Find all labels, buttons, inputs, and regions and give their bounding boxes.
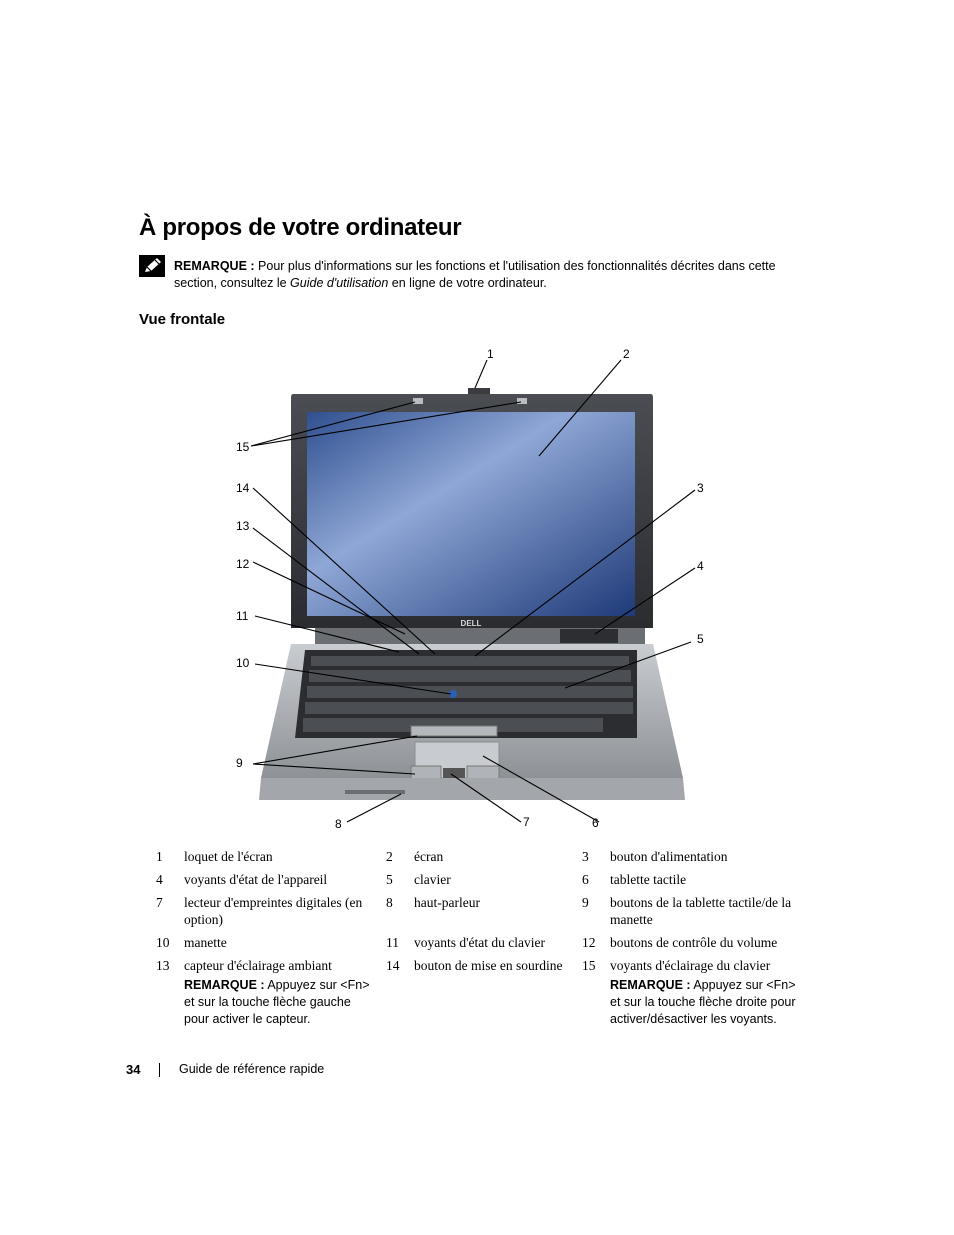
status-light-panel <box>560 629 618 643</box>
remark-text: Appuyez sur <Fn> et sur la touche flèche droite pour activer/désactiver les voyants. <box>610 978 796 1026</box>
legend-item <box>576 957 810 1028</box>
legend-item <box>380 848 576 865</box>
callout-13: 13 <box>236 519 250 533</box>
legend-label: clavier <box>414 872 451 887</box>
keyboard-light-right <box>517 398 527 404</box>
legend-label: écran <box>414 849 444 864</box>
legend-number: 1 <box>156 849 163 864</box>
legend-item <box>576 871 810 888</box>
callout-8: 8 <box>335 817 342 831</box>
legend-label: boutons de contrôle du volume <box>610 935 778 950</box>
callout-11: 11 <box>236 609 249 623</box>
legend-number: 11 <box>386 935 399 950</box>
callout-9: 9 <box>236 756 243 770</box>
legend-number: 3 <box>582 849 589 864</box>
callout-15: 15 <box>236 440 250 454</box>
legend-item <box>380 894 576 928</box>
legend-number: 5 <box>386 872 393 887</box>
legend-label: bouton de mise en sourdine <box>414 958 563 973</box>
legend-label: voyants d'état de l'appareil <box>184 872 328 887</box>
callout-14: 14 <box>236 481 250 495</box>
legend-item <box>150 957 380 1028</box>
callout-6: 6 <box>592 816 599 830</box>
keyboard-light-left <box>413 398 423 404</box>
callout-4: 4 <box>697 559 704 573</box>
footer-title: Guide de référence rapide <box>179 1062 325 1076</box>
legend-number: 7 <box>156 895 163 910</box>
page-title: À propos de votre ordinateur <box>139 214 462 241</box>
callout-3: 3 <box>697 481 704 495</box>
legend-label: loquet de l'écran <box>184 849 273 864</box>
legend-label: bouton d'alimentation <box>610 849 728 864</box>
legend-item <box>380 934 576 951</box>
remark-label: REMARQUE : <box>610 978 691 992</box>
legend-row <box>150 957 810 1028</box>
page-number: 34 <box>126 1062 141 1077</box>
legend-label: voyants d'éclairage du clavier <box>610 958 771 973</box>
legend-item <box>150 934 380 951</box>
note-text-end: en ligne de votre ordinateur. <box>388 276 547 290</box>
legend-number: 12 <box>582 935 596 950</box>
touchpad-button-right <box>467 766 499 780</box>
legend-row <box>150 871 810 888</box>
note-label: REMARQUE : <box>174 259 255 273</box>
legend-table <box>150 848 810 1034</box>
remark-label: REMARQUE : <box>184 978 265 992</box>
legend-label: capteur d'éclairage ambiant <box>184 958 332 973</box>
legend-label: lecteur d'empreintes digitales (en option) <box>184 895 363 927</box>
pencil-note-icon <box>139 255 165 277</box>
track-stick-buttons <box>411 726 497 736</box>
legend-number: 9 <box>582 895 589 910</box>
legend-number: 13 <box>156 958 170 973</box>
legend-item <box>150 871 380 888</box>
note-text-start: Pour plus d'informations sur les fonctions et l'utilisation des fonctionnalités décrites dans cette section, consultez le <box>174 259 776 290</box>
legend-label: manette <box>184 935 227 950</box>
legend-row <box>150 848 810 865</box>
legend-label: tablette tactile <box>610 872 687 887</box>
section-title: Vue frontale <box>139 311 226 328</box>
callout-12: 12 <box>236 557 250 571</box>
legend-item <box>576 934 810 951</box>
legend-number: 6 <box>582 872 589 887</box>
legend-item <box>150 848 380 865</box>
speaker <box>345 790 405 794</box>
legend-label: voyants d'état du clavier <box>414 935 546 950</box>
legend-remark <box>184 977 372 1028</box>
legend-remark <box>610 977 802 1028</box>
touchpad-button-left <box>411 766 441 780</box>
legend-cell <box>610 957 810 1028</box>
note-guide-link: Guide d'utilisation <box>290 276 389 290</box>
callout-7: 7 <box>523 815 530 829</box>
remark-text: Appuyez sur <Fn> et sur la touche flèche gauche pour activer le capteur. <box>184 978 370 1026</box>
callout-2: 2 <box>623 347 630 361</box>
legend-number: 4 <box>156 872 163 887</box>
legend-item <box>380 957 576 1028</box>
legend-item <box>150 894 380 928</box>
legend-row <box>150 934 810 951</box>
dell-logo: DELL <box>460 619 482 628</box>
legend-item <box>576 894 810 928</box>
callout-1: 1 <box>487 347 494 361</box>
legend-row <box>150 894 810 928</box>
legend-item <box>380 871 576 888</box>
callout-10: 10 <box>236 656 250 670</box>
callout-5: 5 <box>697 632 704 646</box>
legend-number: 15 <box>582 958 596 973</box>
legend-cell <box>184 957 380 1028</box>
legend-number: 10 <box>156 935 170 950</box>
note-text <box>174 258 814 292</box>
footer-separator <box>159 1063 160 1077</box>
legend-number: 8 <box>386 895 393 910</box>
laptop-figure <box>225 338 725 838</box>
legend-item <box>576 848 810 865</box>
display-screen <box>307 412 635 616</box>
legend-number: 2 <box>386 849 393 864</box>
legend-number: 14 <box>386 958 400 973</box>
legend-label: boutons de la tablette tactile/de la manette <box>610 895 792 927</box>
legend-label: haut-parleur <box>414 895 480 910</box>
laptop-illustration <box>225 338 725 838</box>
